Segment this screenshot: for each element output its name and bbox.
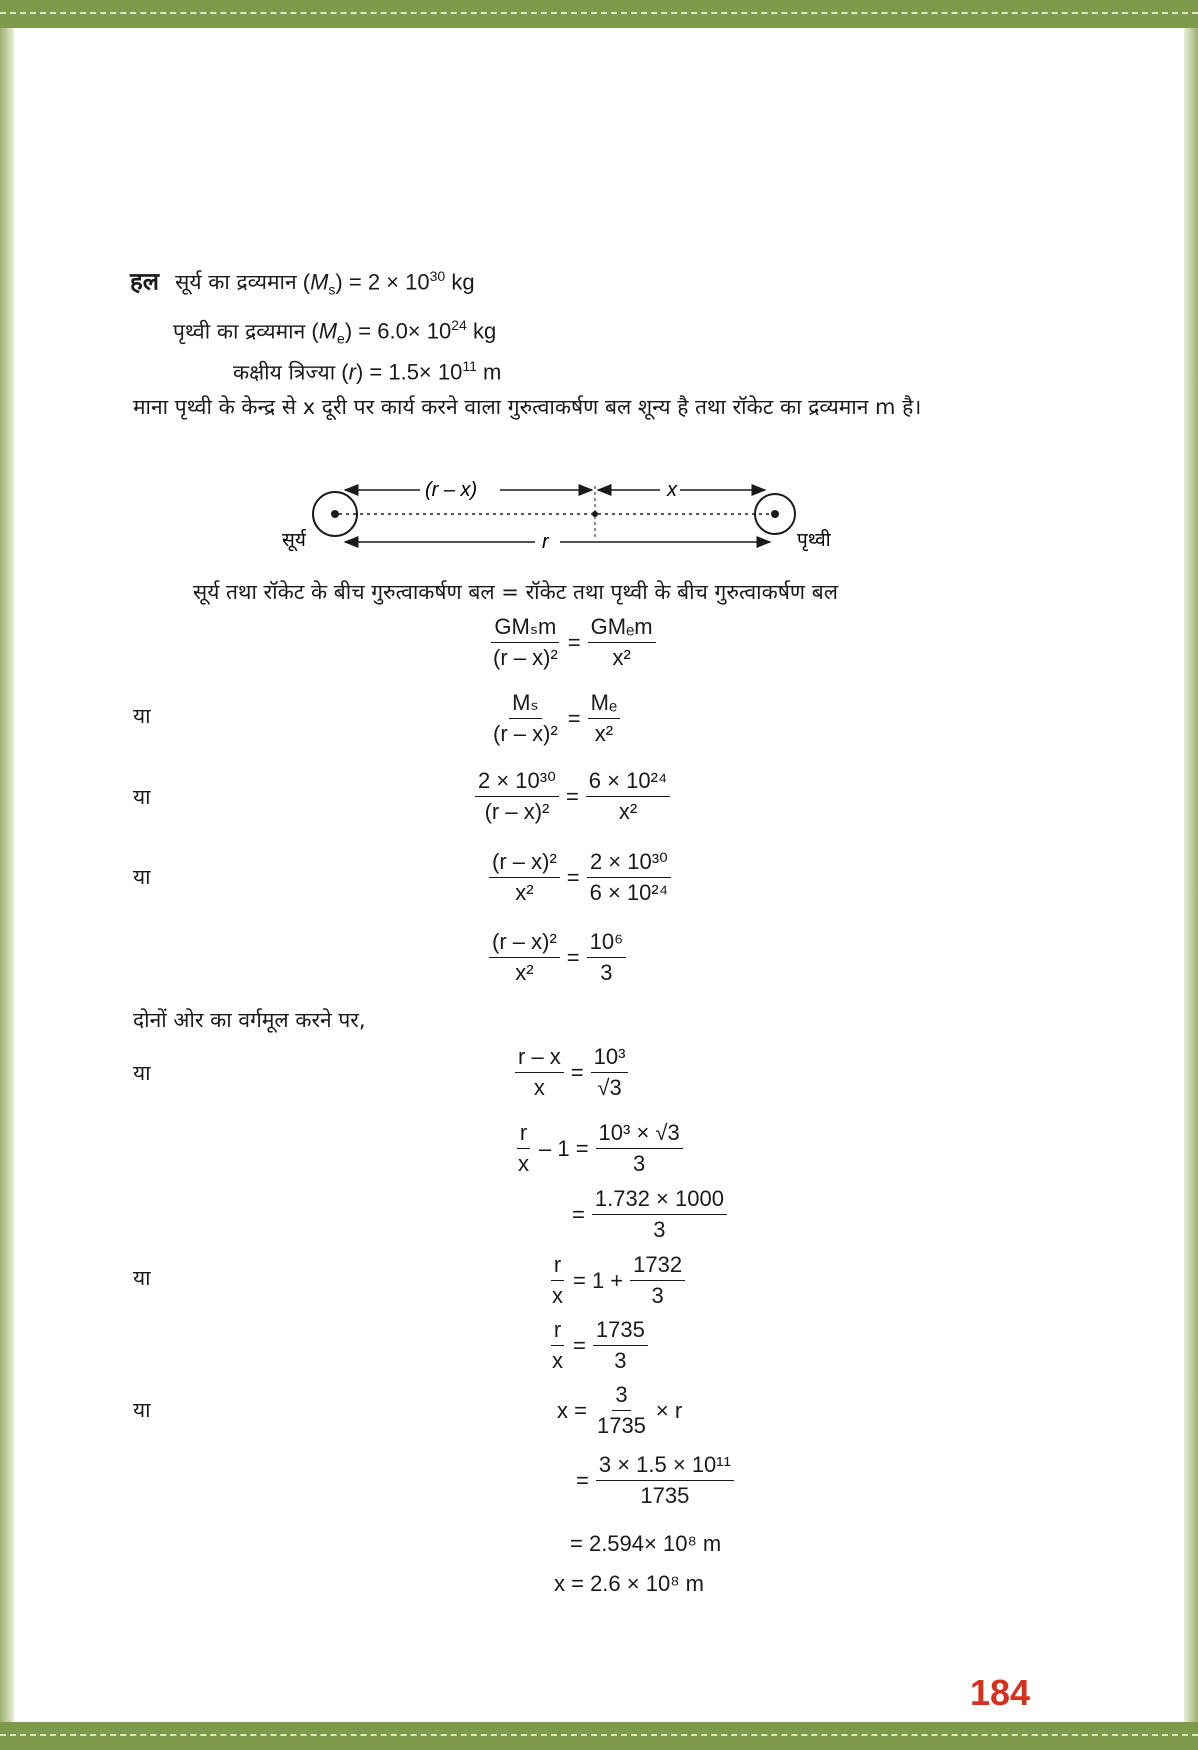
label-x: x	[667, 479, 677, 501]
equation-4: $\frac{\text{(r – x)²}}{\text{x²}}$ = $\frac{\text{2 × 10³⁰}}{\text{6 × 10²⁴}}$	[486, 849, 674, 906]
force-statement: सूर्य तथा रॉकेट के बीच गुरुत्वाकर्षण बल = रॉकेट तथा पृथ्वी के बीच गुरुत्वाकर्षण बल	[193, 580, 838, 604]
equation-2: $\frac{\text{Mₛ}}{\text{(r – x)²}}$ = $\frac{\text{Mₑ}}{\text{x²}}$	[487, 690, 623, 747]
sun-earth-diagram	[270, 478, 850, 554]
equation-8: = $\frac{1.732 \times 1000}{3}$	[568, 1186, 730, 1243]
equation-5: $\frac{\text{(r – x)²}}{\text{x²}}$ = $\frac{\text{10⁶}}{3}$	[486, 929, 629, 986]
equation-3: $\frac{\text{2 × 10³⁰}}{\text{(r – x)²}}$ = $\frac{\text{6 × 10²⁴}}{\text{x²}}$	[472, 768, 673, 825]
page-number: 184	[970, 1672, 1031, 1713]
ya-label: या	[133, 785, 151, 809]
earth-mass-unit: kg	[472, 318, 497, 344]
radius-line: कक्षीय त्रिज्या $(r) = 1.5\times 10^{11}$ m	[233, 358, 502, 385]
label-earth: पृथ्वी	[797, 529, 831, 551]
ya-label: या	[133, 865, 151, 889]
label-r: r	[542, 531, 549, 553]
sun-mass-symbol: M	[310, 269, 329, 295]
sun-mass-value: = 2 × 10	[348, 269, 430, 295]
equation-7: $\frac{r}{x}$ – 1 = $\frac{\text{10³ × √3}}{3}$	[512, 1120, 686, 1177]
radius-label: कक्षीय त्रिज्या	[233, 360, 336, 385]
equation-14: x = 2.6 × 10⁸ m	[554, 1571, 704, 1596]
ya-label: या	[133, 704, 151, 728]
equation-9: $\frac{r}{x}$ = 1 + $\frac{1732}{3}$	[546, 1252, 688, 1309]
earth-mass-label: पृथ्वी का द्रव्यमान	[173, 319, 306, 344]
sun-mass-line: हल सूर्य का द्रव्यमान $(M_s) = 2 \times 10^{30}$ kg	[130, 267, 475, 298]
label-r-minus-x: (r – x)	[425, 479, 478, 501]
earth-mass-symbol: M	[318, 318, 338, 344]
equation-10: $\frac{r}{x}$ = $\frac{1735}{3}$	[546, 1317, 651, 1374]
equation-11: x = $\frac{3}{1735}$ × r	[557, 1382, 683, 1438]
radius-symbol: r	[348, 359, 356, 385]
sun-mass-unit: kg	[451, 269, 475, 295]
equation-6: $\frac{r - x}{x}$ = $\frac{\text{10³}}{√3}$	[512, 1044, 631, 1101]
equation-1: $\frac{\text{GMₛm}}{\text{(r – x)²}}$ = $\frac{\text{GMₑm}}{\text{x²}}$	[487, 614, 659, 671]
solution-label: हल	[130, 267, 160, 296]
ya-label: या	[133, 1398, 151, 1422]
ya-label: या	[133, 1061, 151, 1085]
radius-value: = 1.5× 10	[369, 359, 463, 385]
square-root-statement: दोनों ओर का वर्गमूल करने पर,	[133, 1008, 366, 1032]
equation-12: = $\frac{\text{3 × 1.5 × 10¹¹}}{1735}$	[572, 1452, 737, 1509]
equation-13: = 2.594× 10⁸ m	[570, 1531, 722, 1556]
ya-label: या	[133, 1266, 151, 1290]
intro-paragraph: माना पृथ्वी के केन्द्र से x दूरी पर कार्य करने वाला गुरुत्वाकर्षण बल शून्य है तथा रॉकेट का द्रव्यमान m है।	[133, 395, 922, 419]
label-sun: सूर्य	[282, 529, 306, 551]
sun-mass-label: सूर्य का द्रव्यमान	[175, 270, 297, 295]
radius-unit: m	[483, 359, 502, 385]
earth-mass-line: पृथ्वी का द्रव्यमान $(M_e) = 6.0\times 10^{24}$ kg	[173, 317, 497, 347]
earth-mass-value: = 6.0× 10	[358, 318, 452, 344]
